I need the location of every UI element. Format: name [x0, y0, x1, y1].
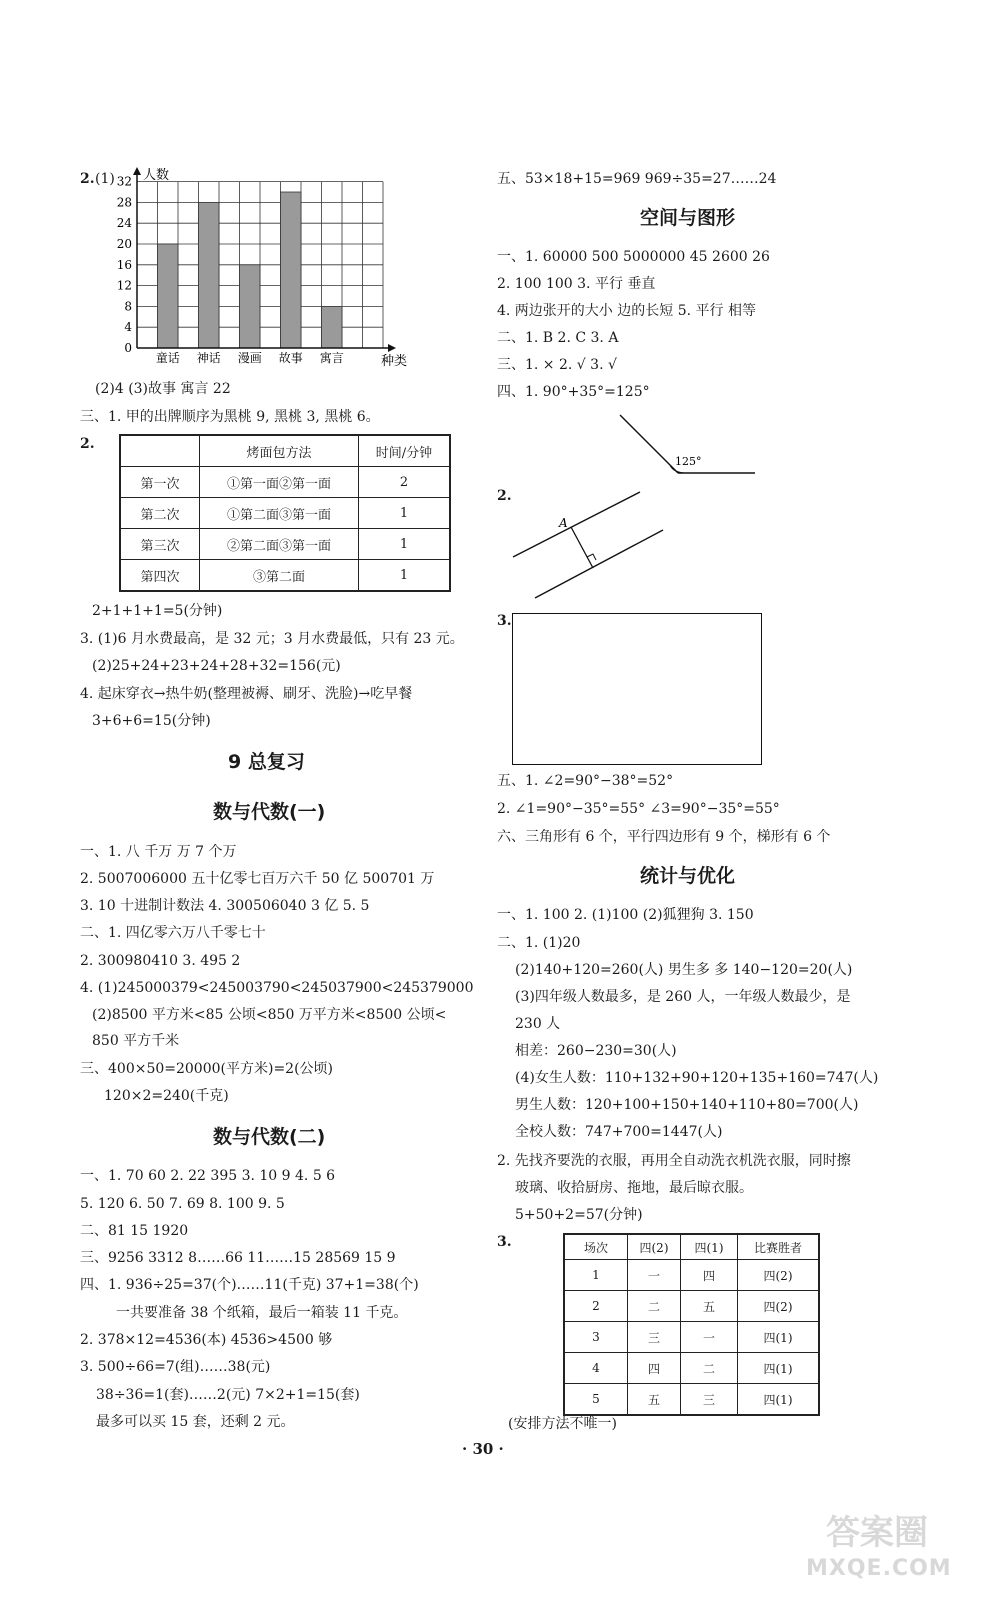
table-cell: 第四次	[120, 560, 200, 592]
chart-bar	[199, 202, 220, 348]
nd2-line: 2. 378×12=4536(本) 4536>4500 够	[80, 1332, 333, 1348]
sg-q3-label: 3.	[497, 613, 512, 629]
perpendicular-segment	[571, 527, 593, 568]
nd2-line: 三、9256 3312 8……66 11……15 28569 15 9	[80, 1250, 396, 1266]
bread-table	[119, 434, 451, 592]
table-cell: 4	[564, 1353, 628, 1384]
chart-x-ticks	[156, 350, 344, 365]
q2-sub1: (1)	[95, 171, 115, 187]
chart-bar	[240, 265, 261, 348]
st-line: 230 人	[515, 1016, 561, 1032]
nd1-line: 4. (1)245000379<245003790<245037900<245379000	[80, 980, 474, 996]
nd1-line: 2. 300980410 3. 495 2	[80, 953, 241, 969]
table-cell: 第二次	[120, 498, 200, 529]
st-line: 相差：260−230=30(人)	[515, 1043, 677, 1059]
x-tick-label: 漫画	[237, 351, 262, 365]
x-tick-label: 寓言	[319, 351, 344, 365]
y-tick-label: 28	[116, 195, 132, 210]
table-header-cell	[120, 435, 200, 467]
table-cell: 四	[628, 1353, 681, 1384]
st-line: 男生人数：120+100+150+140+110+80=700(人)	[515, 1097, 859, 1113]
sg-line: 4. 两边张开的大小 边的长短 5. 平行 相等	[497, 303, 756, 319]
table-cell: 1	[359, 529, 451, 560]
s3-4b: 3+6+6=15(分钟)	[92, 713, 211, 729]
nd2-line: 38÷36=1(套)……2(元) 7×2+1=15(套)	[96, 1387, 360, 1403]
nd2-line: 5. 120 6. 50 7. 69 8. 100 9. 5	[80, 1196, 285, 1212]
nd2-line: 二、81 15 1920	[80, 1223, 189, 1239]
y-tick-label: 16	[116, 257, 132, 272]
table-cell: ①第一面②第一面	[200, 467, 359, 498]
parallel-lines-figure	[505, 480, 675, 605]
table-cell: 二	[681, 1353, 738, 1384]
s3-1: 三、1. 甲的出牌顺序为黑桃 9, 黑桃 3, 黑桃 6。	[80, 409, 380, 425]
table-cell: 四(1)	[738, 1353, 820, 1384]
s3-2-label: 2.	[80, 436, 95, 452]
chart-y-ticks	[117, 175, 133, 355]
table-cell: 四	[681, 1260, 738, 1291]
parallel-line-2	[535, 530, 663, 598]
nd1-line: 一、1. 八 千万 万 7 个万	[80, 844, 237, 860]
angle-ray-1	[620, 415, 678, 473]
table-cell: 四(1)	[738, 1322, 820, 1353]
section-title-nd2: 数与代数(二)	[213, 1126, 326, 1148]
table-cell: ①第二面③第一面	[200, 498, 359, 529]
s3-3b: (2)25+24+23+24+28+32=156(元)	[92, 658, 341, 674]
angle-label: 125°	[675, 455, 702, 468]
nd1-line: 120×2=240(千克)	[104, 1088, 229, 1104]
r-top5: 五、53×18+15=969 969÷35=27……24	[497, 171, 777, 187]
nd1-line: 二、1. 四亿零六万八千零七十	[80, 925, 266, 941]
x-tick-label: 神话	[196, 351, 221, 365]
table-cell: 一	[628, 1260, 681, 1291]
sg-line: 四、1. 90°+35°=125°	[497, 384, 650, 400]
nd1-line: 2. 5007006000 五十亿零七百万六千 50 亿 500701 万	[80, 871, 435, 887]
table-cell: 四(2)	[738, 1291, 820, 1322]
table-cell: 四(2)	[738, 1260, 820, 1291]
y-tick-label: 12	[116, 278, 132, 293]
table-row	[120, 560, 450, 592]
table-row	[564, 1384, 819, 1416]
table-cell: 3	[564, 1322, 628, 1353]
angle-figure	[600, 405, 770, 485]
nd2-line: 最多可以买 15 套，还剩 2 元。	[96, 1414, 295, 1430]
section-title-nd1: 数与代数(一)	[213, 801, 326, 823]
nd1-line: 三、400×50=20000(平方米)=2(公顷)	[80, 1061, 334, 1077]
page-number: · 30 ·	[462, 1440, 504, 1458]
nd2-line: 3. 500÷66=7(组)……38(元)	[80, 1359, 271, 1375]
table-cell: 1	[564, 1260, 628, 1291]
sg5-line: 2. ∠1=90°−35°=55° ∠3=90°−35°=55°	[497, 801, 780, 817]
sg-q2-label: 2.	[497, 488, 512, 504]
chart-bars	[158, 192, 343, 348]
table-cell: ②第二面③第一面	[200, 529, 359, 560]
table-cell: 第一次	[120, 467, 200, 498]
table-header-row	[120, 435, 450, 467]
table-cell: 三	[628, 1322, 681, 1353]
sg-line: 三、1. × 2. √ 3. √	[497, 357, 617, 373]
table-row	[120, 467, 450, 498]
table-row	[564, 1291, 819, 1322]
match-table	[563, 1233, 820, 1416]
st-line: 2. 先找齐要洗的衣服，再用全自动洗衣机洗衣服，同时擦	[497, 1153, 851, 1169]
sg-line: 2. 100 100 3. 平行 垂直	[497, 276, 656, 292]
point-label-a: A	[559, 516, 568, 530]
table-row	[564, 1322, 819, 1353]
st-q3-label: 3.	[497, 1234, 512, 1250]
st-line: 5+50+2=57(分钟)	[515, 1207, 643, 1223]
table-cell: 第三次	[120, 529, 200, 560]
table-cell: 二	[628, 1291, 681, 1322]
y-axis-arrow	[133, 167, 141, 175]
s3-3a: 3. (1)6 月水费最高，是 32 元；3 月水费最低，只有 23 元。	[80, 631, 464, 647]
s3-4a: 4. 起床穿衣→热牛奶(整理被褥、刷牙、洗脸)→吃早餐	[80, 686, 413, 702]
table-cell: 1	[359, 560, 451, 592]
table-header-cell: 烤面包方法	[200, 435, 359, 467]
nd1-line: 850 平方千米	[92, 1033, 180, 1049]
st-note: (安排方法不唯一)	[508, 1416, 617, 1432]
table-header-cell: 时间/分钟	[359, 435, 451, 467]
table-header-row	[564, 1234, 819, 1260]
st-line: 全校人数：747+700=1447(人)	[515, 1124, 723, 1140]
nd2-line: 四、1. 936÷25=37(个)……11(千克) 37+1=38(个)	[80, 1277, 419, 1293]
bar-chart	[105, 165, 425, 375]
y-tick-label: 8	[124, 299, 132, 314]
nd2-line: 一共要准备 38 个纸箱，最后一箱装 11 千克。	[116, 1305, 408, 1321]
x-tick-label: 故事	[278, 351, 303, 365]
sg-line: 一、1. 60000 500 5000000 45 2600 26	[497, 249, 770, 265]
st-line: (3)四年级人数最多，是 260 人，一年级人数最少，是	[515, 989, 851, 1005]
x-axis-arrow	[388, 344, 396, 352]
table-cell: 2	[359, 467, 451, 498]
table-row	[120, 529, 450, 560]
table-header-cell: 比赛胜者	[738, 1234, 820, 1260]
table-header-cell: 四(1)	[681, 1234, 738, 1260]
sg5-line: 六、三角形有 6 个，平行四边形有 9 个，梯形有 6 个	[497, 829, 831, 845]
sg-line: 二、1. B 2. C 3. A	[497, 330, 619, 346]
table-row	[564, 1260, 819, 1291]
chart-bar	[322, 306, 343, 348]
sg5-line: 五、1. ∠2=90°−38°=52°	[497, 773, 674, 789]
table-cell: 1	[359, 498, 451, 529]
table-cell: 五	[628, 1384, 681, 1416]
y-tick-label: 24	[116, 216, 132, 231]
watermark-url: MXQE.COM	[806, 1556, 952, 1581]
nd1-line: (2)8500 平方米<85 公顷<850 万平方米<8500 公顷<	[92, 1007, 447, 1023]
st-line: 一、1. 100 2. (1)100 (2)狐狸狗 3. 150	[497, 907, 754, 923]
table-cell: 2	[564, 1291, 628, 1322]
st-line: 二、1. (1)20	[497, 935, 581, 951]
x-axis-label: 种类	[381, 354, 408, 369]
nd2-line: 一、1. 70 60 2. 22 395 3. 10 9 4. 5 6	[80, 1168, 336, 1184]
table-cell: 四(1)	[738, 1384, 820, 1416]
table-row	[564, 1353, 819, 1384]
table-cell: 5	[564, 1384, 628, 1416]
s3-2-sum: 2+1+1+1=5(分钟)	[92, 603, 223, 619]
rectangle-figure	[512, 613, 762, 765]
parallel-line-1	[513, 492, 640, 557]
chart-bar	[158, 244, 179, 348]
q2-label: 2.	[80, 171, 95, 187]
section-title-sg: 空间与图形	[640, 207, 736, 229]
chapter-title: 9 总复习	[228, 751, 305, 773]
watermark-logo: 答案圈	[826, 1513, 928, 1553]
st-line: (4)女生人数：110+132+90+120+135+160=747(人)	[515, 1070, 879, 1086]
chart-bar	[281, 192, 302, 348]
y-tick-label: 4	[124, 320, 132, 335]
y-tick-label: 32	[116, 174, 132, 189]
table-cell: 三	[681, 1384, 738, 1416]
y-axis-label: 人数	[143, 168, 170, 183]
st-line: (2)140+120=260(人) 男生多 多 140−120=20(人)	[515, 962, 853, 978]
table-cell: ③第二面	[200, 560, 359, 592]
st-line: 玻璃、收拾厨房、拖地，最后晾衣服。	[515, 1180, 753, 1196]
table-cell: 五	[681, 1291, 738, 1322]
y-tick-label: 20	[116, 237, 132, 251]
x-tick-label: 童话	[155, 351, 180, 365]
table-header-cell: 场次	[564, 1234, 628, 1260]
y-tick-label: 0	[124, 341, 132, 355]
table-cell: 一	[681, 1322, 738, 1353]
nd1-line: 3. 10 十进制计数法 4. 300506040 3 亿 5. 5	[80, 898, 370, 914]
table-row	[120, 498, 450, 529]
section-title-st: 统计与优化	[640, 865, 736, 887]
table-header-cell: 四(2)	[628, 1234, 681, 1260]
q2-sub23: (2)4 (3)故事 寓言 22	[95, 381, 231, 397]
